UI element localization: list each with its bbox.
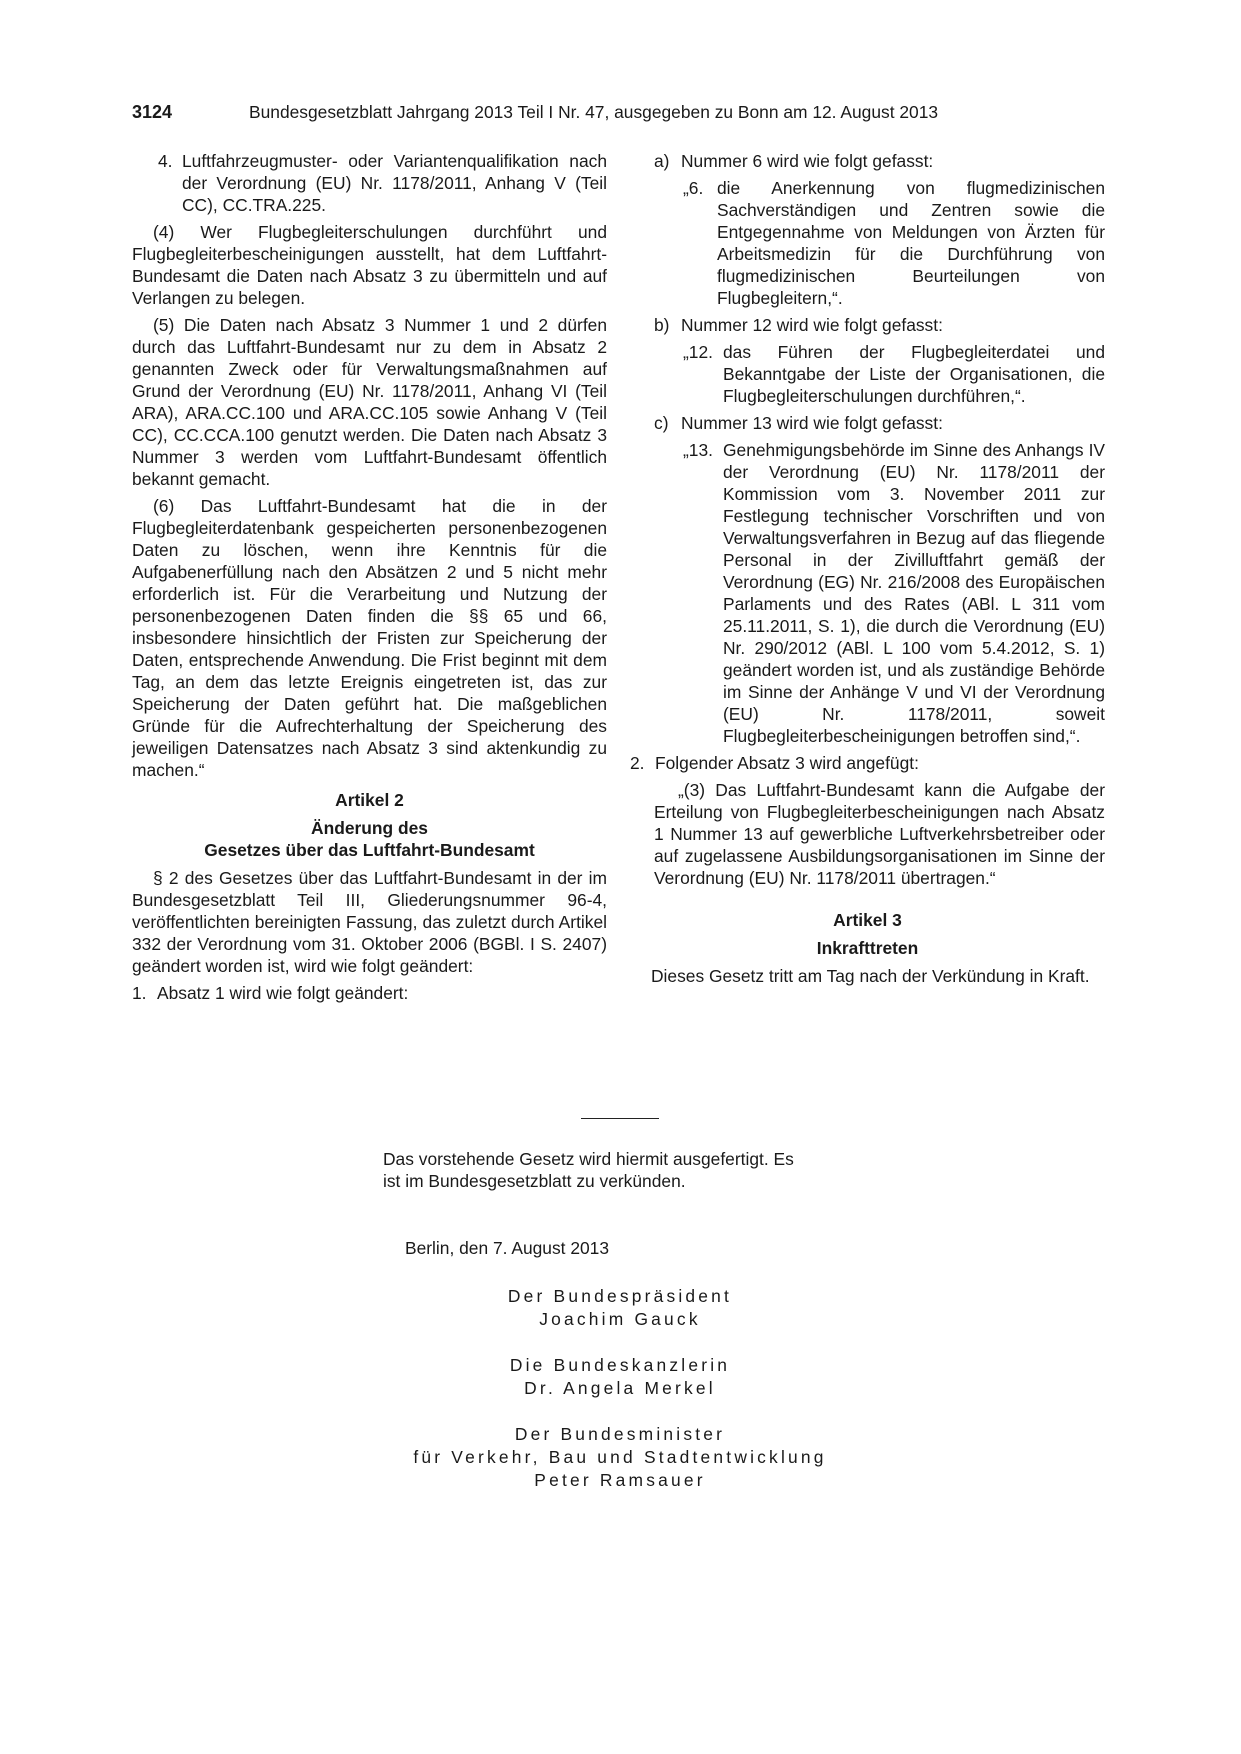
signatory-name: Dr. Angela Merkel xyxy=(524,1378,716,1398)
article-2-item-1 xyxy=(132,982,607,1004)
list-marker: 4. xyxy=(158,151,173,171)
closing-formula xyxy=(383,1148,863,1192)
signatory-name: Peter Ramsauer xyxy=(534,1470,706,1490)
quoted-item-13 xyxy=(630,439,1105,747)
list-marker: 1. xyxy=(132,983,147,1003)
list-item-text: das Führen der Flugbegleiterdatei und Bekanntgabe der Liste der Organisationen, die Flugbegleiterschulungen durchführen,“. xyxy=(723,342,1105,406)
signature-president xyxy=(320,1285,920,1331)
list-marker: „13. xyxy=(683,440,713,460)
article-3-text: Dieses Gesetz tritt am Tag nach der Verkündung in Kraft. xyxy=(651,966,1090,986)
page-number: 3124 xyxy=(132,102,173,122)
signatory-title: Der Bundesminister xyxy=(514,1424,726,1444)
quoted-item-6 xyxy=(630,177,1105,309)
page-header xyxy=(132,101,1092,125)
list-marker: a) xyxy=(654,151,670,171)
article-2-heading-line2: Gesetzes über das Luftfahrt-Bundesamt xyxy=(204,840,535,860)
article-3-heading: Inkrafttreten xyxy=(816,938,919,958)
right-column xyxy=(630,150,1105,992)
closing-line-2: ist im Bundesgesetzblatt zu verkünden. xyxy=(383,1171,686,1191)
list-marker: „6. xyxy=(683,178,704,198)
signatory-title: Die Bundeskanzlerin xyxy=(509,1355,731,1375)
list-item-text: die Anerkennung von flugmedizinischen Sachverständigen und Zentren sowie die Entgegennahme von Meldungen von Ärzten für Arbeitsmedizin für die Durchführung von flugmedizinischen Beurteilungen von Flugbegleitern,“. xyxy=(717,178,1105,308)
quoted-item-12 xyxy=(630,341,1105,407)
article-2-title: Artikel 2 xyxy=(335,790,404,810)
closing-line-1: Das vorstehende Gesetz wird hiermit ausgefertigt. Es xyxy=(383,1149,794,1169)
article-2-heading-line1: Änderung des xyxy=(311,818,428,838)
quoted-paragraph-3: „(3) Das Luftfahrt-Bundesamt kann die Aufgabe der Erteilung von Flugbegleiterbescheinigungen nach Absatz 1 Nummer 13 auf gewerbliche Luftverkehrsbetreiber oder auf zugelassene Ausbildungsorganisationen im Sinne der Verordnung (EU) Nr. 1178/2011 übertragen.“ xyxy=(654,780,1105,888)
signatory-title-line2: für Verkehr, Bau und Stadtentwicklung xyxy=(413,1447,827,1467)
list-item-text: Nummer 13 wird wie folgt gefasst: xyxy=(681,413,943,433)
list-marker: „12. xyxy=(683,342,713,362)
list-marker: b) xyxy=(654,315,670,335)
list-marker: c) xyxy=(654,413,669,433)
list-item-text: Nummer 6 wird wie folgt gefasst: xyxy=(681,151,934,171)
list-item-text: Nummer 12 wird wie folgt gefasst: xyxy=(681,315,943,335)
sub-item-a xyxy=(630,150,1105,172)
paragraph-4: (4) Wer Flugbegleiterschulungen durchführt und Flugbegleiterbescheinigungen ausstellt, hat dem Luftfahrt-Bundesamt die Daten nach Absatz 3 zu übermitteln und auf Verlangen zu belegen. xyxy=(132,222,607,308)
section-divider xyxy=(581,1118,659,1119)
list-item-text: Folgender Absatz 3 wird angefügt: xyxy=(655,753,919,773)
sub-item-b xyxy=(630,314,1105,336)
signature-chancellor xyxy=(320,1354,920,1400)
paragraph-6: (6) Das Luftfahrt-Bundesamt hat die in der Flugbegleiterdatenbank gespeicherten personenbezogenen Daten zu löschen, wenn ihre Kenntnis für die Aufgabenerfüllung nach den Absätzen 2 und 5 nicht mehr erforderlich ist. Für die Verarbeitung und Nutzung der personenbezogenen Daten finden die §§ 65 und 66, insbesondere hinsichtlich der Fristen zur Speicherung der Daten, entsprechende Anwendung. Die Frist beginnt mit dem Tag, an dem das letzte Ereignis eingetreten ist, das zur Speicherung der Daten geführt hat. Die maßgeblichen Gründe für die Aufrechterhaltung der Speicherung des jeweiligen Datensatzes nach Absatz 3 sind aktenkundig zu machen.“ xyxy=(132,496,607,780)
signatory-name: Joachim Gauck xyxy=(539,1309,701,1329)
list-marker: 2. xyxy=(630,753,645,773)
left-column xyxy=(132,150,607,1009)
list-item-text: Luftfahrzeugmuster- oder Variantenqualifikation nach der Verordnung (EU) Nr. 1178/2011, Anhang V (Teil CC), CC.TRA.225. xyxy=(182,151,607,215)
article-3-title: Artikel 3 xyxy=(833,910,902,930)
paragraph-5: (5) Die Daten nach Absatz 3 Nummer 1 und 2 dürfen durch das Luftfahrt-Bundesamt nur zu dem in Absatz 2 genannten Zweck oder für Verwaltungsmaßnahmen auf Grund der Verordnung (EU) Nr. 1178/2011, Anhang VI (Teil ARA), ARA.CC.100 und ARA.CC.105 sowie Anhang V (Teil CC), CC.CCA.100 genutzt werden. Die Daten nach Absatz 3 Nummer 3 werden vom Luftfahrt-Bundesamt öffentlich bekannt gemacht. xyxy=(132,315,607,489)
list-item-4 xyxy=(132,150,607,216)
list-item-text: Absatz 1 wird wie folgt geändert: xyxy=(157,983,409,1003)
article-2-item-2 xyxy=(630,752,1105,774)
sub-item-c xyxy=(630,412,1105,434)
running-title: Bundesgesetzblatt Jahrgang 2013 Teil I Nr. 47, ausgegeben zu Bonn am 12. August 2013 xyxy=(249,102,939,122)
article-2-heading xyxy=(132,817,607,861)
signatory-title: Der Bundespräsident xyxy=(507,1286,733,1306)
place-and-date: Berlin, den 7. August 2013 xyxy=(405,1238,610,1258)
list-item-text: Genehmigungsbehörde im Sinne des Anhangs IV der Verordnung (EU) Nr. 1178/2011 der Kommission vom 3. November 2011 zur Festlegung technischer Vorschriften und von Verwaltungsverfahren in Bezug auf das fliegende Personal in der Zivilluftfahrt gemäß der Verordnung (EG) Nr. 216/2008 des Europäischen Parlaments und des Rates (ABl. L 311 vom 25.11.2011, S. 1), die durch die Verordnung (EU) Nr. 290/2012 (ABl. L 100 vom 5.4.2012, S. 1) geändert worden ist, und als zuständige Behörde im Sinne der Anhänge V und VI der Verordnung (EU) Nr. 1178/2011, soweit Flugbegleiterbescheinigungen betroffen sind,“. xyxy=(723,440,1105,746)
signature-minister xyxy=(320,1423,920,1492)
article-2-intro: § 2 des Gesetzes über das Luftfahrt-Bundesamt in der im Bundesgesetzblatt Teil III, Gliederungsnummer 96-4, veröffentlichten bereinigten Fassung, das zuletzt durch Artikel 332 der Verordnung vom 31. Oktober 2006 (BGBl. I S. 2407) geändert worden ist, wird wie folgt geändert: xyxy=(132,868,607,976)
